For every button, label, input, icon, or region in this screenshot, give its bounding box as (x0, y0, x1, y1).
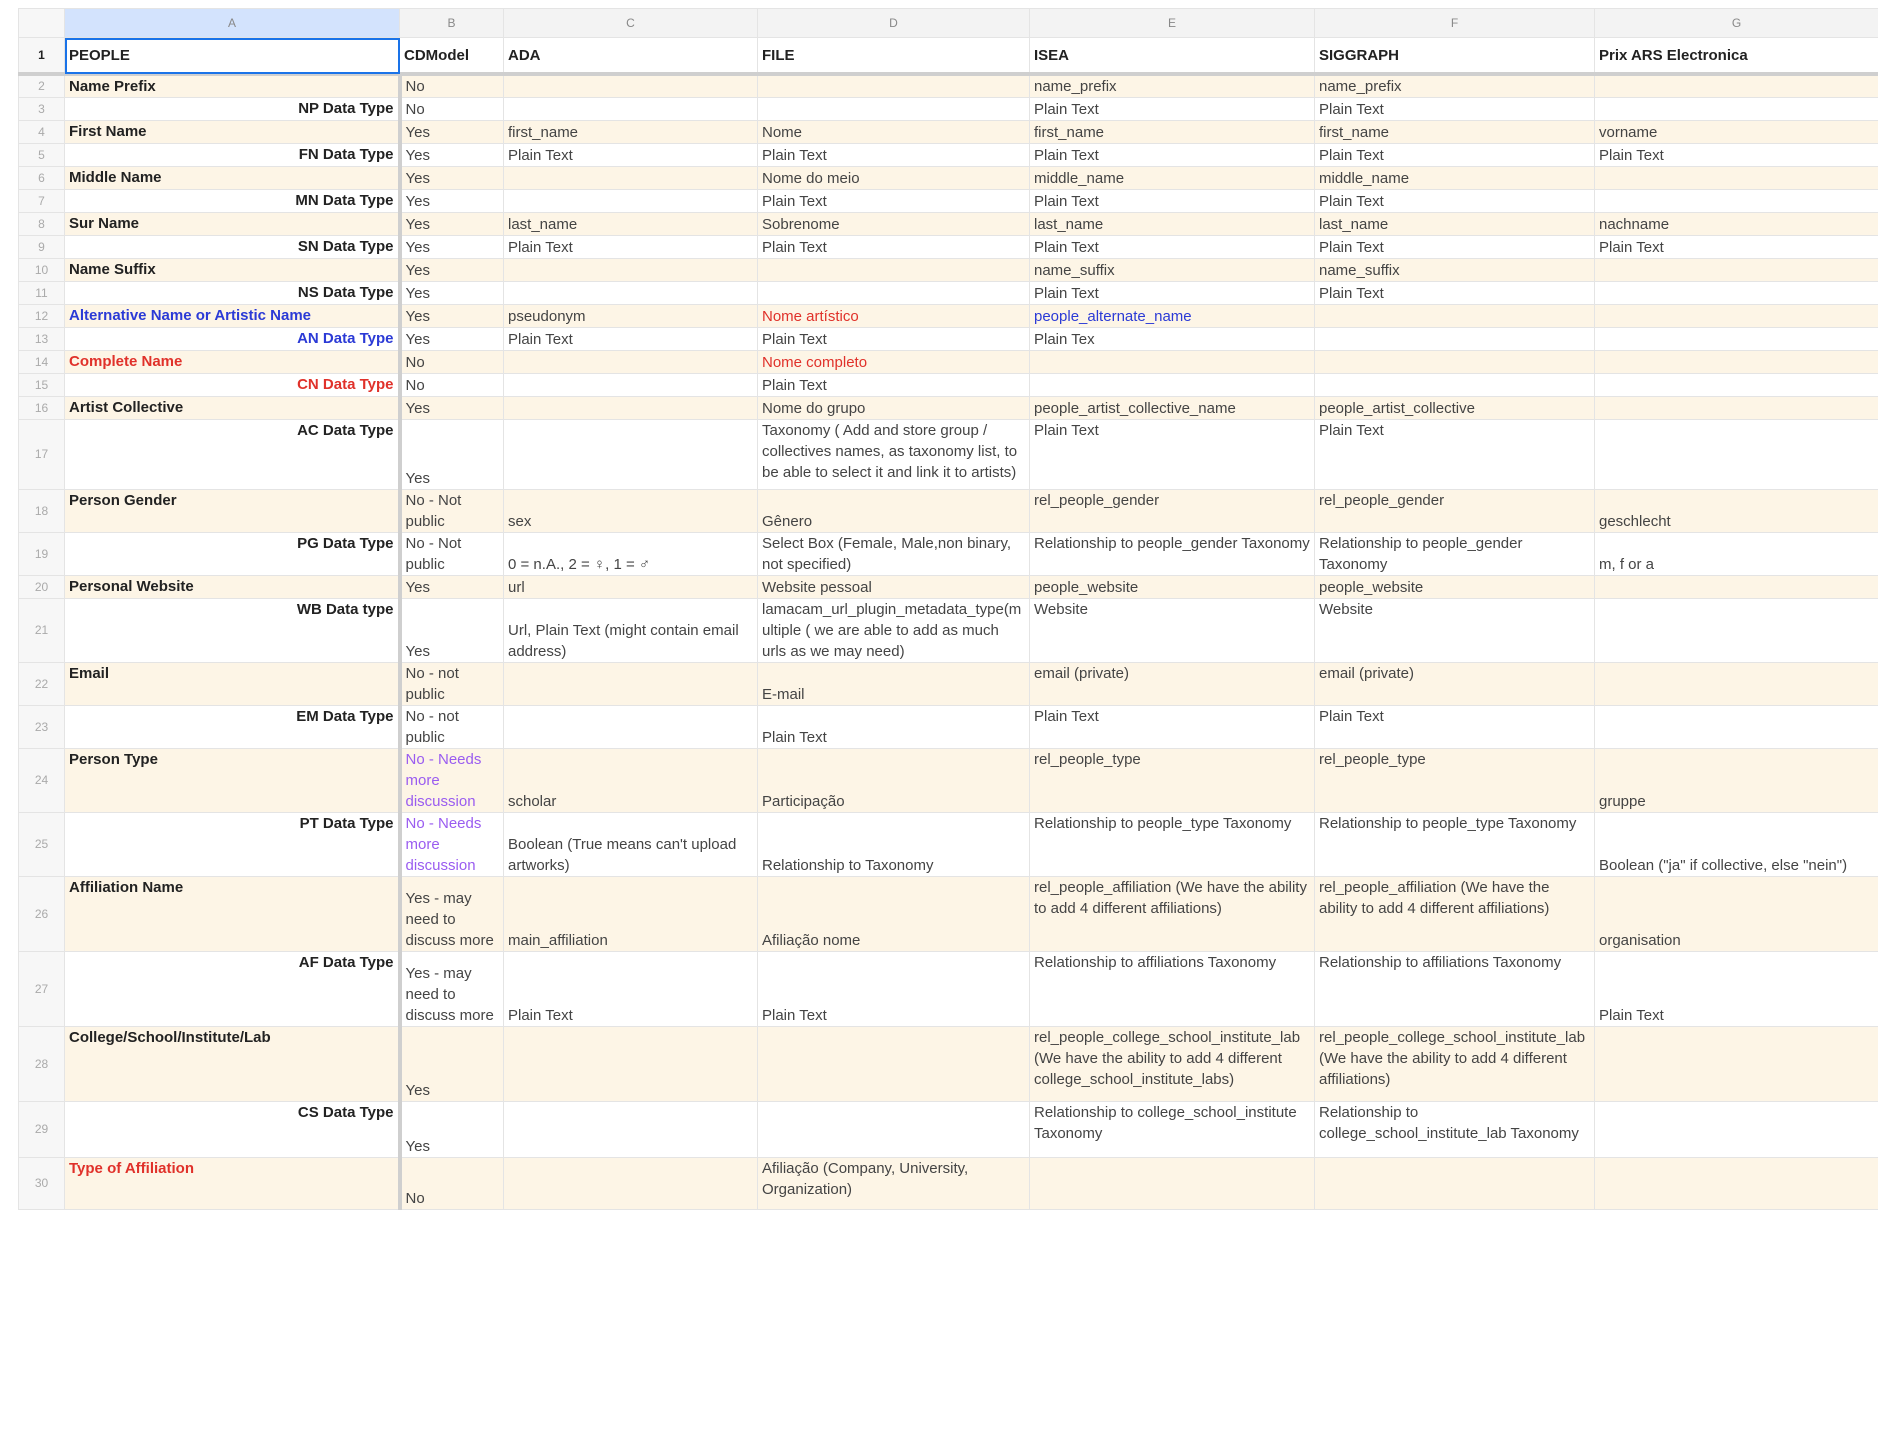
data-cell[interactable]: geschlecht (1595, 490, 1879, 533)
data-cell[interactable]: Plain Text (1030, 98, 1315, 121)
table-row (19, 374, 1879, 397)
data-cell[interactable]: Plain Text (1595, 236, 1879, 259)
data-cell[interactable]: nachname (1595, 213, 1879, 236)
table-row (19, 305, 1879, 328)
data-cell[interactable] (504, 167, 758, 190)
data-cell[interactable]: Plain Text (1315, 144, 1595, 167)
data-cell[interactable]: Boolean ("ja" if collective, else "nein") (1595, 813, 1879, 877)
row-number[interactable]: 24 (19, 749, 65, 813)
data-cell[interactable]: Participação (758, 749, 1030, 813)
field-label-cell[interactable]: CN Data Type (65, 374, 400, 397)
data-cell[interactable]: rel_people_college_school_institute_lab (We have the ability to add 4 different college_school_institute_labs) (1030, 1027, 1315, 1102)
table-row (19, 490, 1879, 533)
data-cell[interactable]: Yes (400, 144, 504, 167)
row-number[interactable]: 2 (19, 74, 65, 98)
data-cell[interactable]: Relationship to affiliations Taxonomy (1315, 952, 1595, 1027)
table-row (19, 328, 1879, 351)
data-cell[interactable]: people_website (1030, 576, 1315, 599)
data-cell[interactable]: pseudonym (504, 305, 758, 328)
data-cell[interactable]: Relationship to people_gender Taxonomy (1315, 533, 1595, 576)
data-cell[interactable] (758, 282, 1030, 305)
data-cell[interactable]: Plain Text (758, 374, 1030, 397)
spreadsheet-grid[interactable] (18, 8, 1878, 1408)
data-cell[interactable]: 0 = n.A., 2 = ♀, 1 = ♂ (504, 533, 758, 576)
row-number[interactable]: 21 (19, 599, 65, 663)
data-cell[interactable]: Plain Text (1030, 236, 1315, 259)
data-cell[interactable] (1595, 351, 1879, 374)
data-cell[interactable] (504, 1102, 758, 1158)
data-cell[interactable]: Select Box (Female, Male,non binary, not specified) (758, 533, 1030, 576)
data-cell[interactable]: middle_name (1030, 167, 1315, 190)
data-cell[interactable]: rel_people_type (1315, 749, 1595, 813)
data-cell[interactable]: Yes (400, 1102, 504, 1158)
data-cell[interactable]: Plain Text (1030, 144, 1315, 167)
data-cell[interactable] (1595, 74, 1879, 98)
data-cell[interactable]: first_name (1315, 121, 1595, 144)
table-row (19, 74, 1879, 98)
data-cell[interactable]: Plain Text (504, 236, 758, 259)
data-cell[interactable]: Yes (400, 420, 504, 490)
data-cell[interactable]: Plain Text (1030, 706, 1315, 749)
data-cell[interactable]: No - not public (400, 706, 504, 749)
table-row (19, 576, 1879, 599)
data-cell[interactable] (1595, 167, 1879, 190)
data-cell[interactable]: scholar (504, 749, 758, 813)
data-cell[interactable] (1595, 1102, 1879, 1158)
data-cell[interactable] (1595, 599, 1879, 663)
field-label-cell[interactable]: AF Data Type (65, 952, 400, 1027)
data-cell[interactable]: No - Not public (400, 533, 504, 576)
field-label-cell[interactable]: WB Data type (65, 599, 400, 663)
data-cell[interactable]: Plain Text (1030, 420, 1315, 490)
row-number[interactable]: 28 (19, 1027, 65, 1102)
table-row (19, 599, 1879, 663)
data-cell[interactable] (1595, 397, 1879, 420)
data-cell[interactable]: Website (1030, 599, 1315, 663)
table-row (19, 1102, 1879, 1158)
field-label-cell[interactable]: Sur Name (65, 213, 400, 236)
data-cell[interactable] (1030, 374, 1315, 397)
row-number[interactable]: 20 (19, 576, 65, 599)
field-label-cell[interactable]: Personal Website (65, 576, 400, 599)
data-cell[interactable]: Plain Text (1315, 706, 1595, 749)
data-cell[interactable] (504, 1158, 758, 1210)
data-cell[interactable]: rel_people_gender (1315, 490, 1595, 533)
column-letters-row (19, 9, 1879, 38)
data-cell[interactable]: name_suffix (1030, 259, 1315, 282)
data-cell[interactable]: Plain Text (1595, 952, 1879, 1027)
data-cell[interactable] (504, 397, 758, 420)
data-cell[interactable] (504, 706, 758, 749)
data-cell[interactable] (1315, 1158, 1595, 1210)
data-cell[interactable] (758, 1027, 1030, 1102)
field-label-cell[interactable]: Name Suffix (65, 259, 400, 282)
data-cell[interactable]: rel_people_affiliation (We have the ability to add 4 different affiliations) (1315, 877, 1595, 952)
data-cell[interactable]: Yes - may need to discuss more (400, 952, 504, 1027)
data-cell[interactable]: No (400, 374, 504, 397)
field-label-cell[interactable]: Affiliation Name (65, 877, 400, 952)
row-number[interactable]: 16 (19, 397, 65, 420)
data-cell[interactable] (1595, 663, 1879, 706)
row-number[interactable]: 22 (19, 663, 65, 706)
data-cell[interactable]: people_artist_collective_name (1030, 397, 1315, 420)
column-header-e[interactable]: E (1030, 9, 1315, 38)
header-row (19, 38, 1879, 75)
data-cell[interactable] (1595, 305, 1879, 328)
data-cell[interactable]: name_suffix (1315, 259, 1595, 282)
data-cell[interactable] (504, 351, 758, 374)
data-cell[interactable] (1595, 190, 1879, 213)
data-cell[interactable]: E-mail (758, 663, 1030, 706)
data-cell[interactable]: people_alternate_name (1030, 305, 1315, 328)
column-header-d[interactable]: D (758, 9, 1030, 38)
table-row (19, 749, 1879, 813)
data-cell[interactable]: m, f or a (1595, 533, 1879, 576)
row-number[interactable]: 6 (19, 167, 65, 190)
field-label-cell[interactable]: PT Data Type (65, 813, 400, 877)
header-cell-cdmodel[interactable]: CDModel (400, 38, 504, 75)
table-row (19, 167, 1879, 190)
data-cell[interactable]: No - Not public (400, 490, 504, 533)
data-cell[interactable] (758, 259, 1030, 282)
data-cell[interactable]: Relationship to college_school_institute Taxonomy (1030, 1102, 1315, 1158)
data-cell[interactable] (504, 663, 758, 706)
data-cell[interactable]: gruppe (1595, 749, 1879, 813)
data-cell[interactable]: Plain Text (504, 144, 758, 167)
data-cell[interactable]: Yes (400, 236, 504, 259)
data-cell[interactable]: No (400, 98, 504, 121)
data-table (18, 8, 1878, 1210)
data-cell[interactable]: Plain Text (1595, 144, 1879, 167)
field-label-cell[interactable]: NS Data Type (65, 282, 400, 305)
data-cell[interactable]: Nome artístico (758, 305, 1030, 328)
field-label-cell[interactable]: Person Type (65, 749, 400, 813)
data-cell[interactable] (1595, 1027, 1879, 1102)
table-row (19, 420, 1879, 490)
data-cell[interactable]: Yes (400, 1027, 504, 1102)
table-row (19, 397, 1879, 420)
data-cell[interactable]: Yes (400, 282, 504, 305)
row-number[interactable]: 19 (19, 533, 65, 576)
row-number[interactable]: 9 (19, 236, 65, 259)
data-cell[interactable] (504, 74, 758, 98)
field-label-cell[interactable]: EM Data Type (65, 706, 400, 749)
data-cell[interactable]: Website (1315, 599, 1595, 663)
field-label-cell[interactable]: Alternative Name or Artistic Name (65, 305, 400, 328)
data-cell[interactable] (504, 1027, 758, 1102)
data-cell[interactable] (504, 190, 758, 213)
data-cell[interactable]: Nome do meio (758, 167, 1030, 190)
field-label-cell[interactable]: Name Prefix (65, 74, 400, 98)
data-cell[interactable]: main_affiliation (504, 877, 758, 952)
data-cell[interactable]: vorname (1595, 121, 1879, 144)
data-cell[interactable]: organisation (1595, 877, 1879, 952)
data-cell[interactable] (1595, 576, 1879, 599)
table-row (19, 813, 1879, 877)
data-cell[interactable]: Yes (400, 328, 504, 351)
table-row (19, 98, 1879, 121)
data-cell[interactable]: Yes (400, 397, 504, 420)
table-row (19, 533, 1879, 576)
row-number[interactable]: 3 (19, 98, 65, 121)
field-label-cell[interactable]: College/School/Institute/Lab (65, 1027, 400, 1102)
data-cell[interactable]: Boolean (True means can't upload artworks) (504, 813, 758, 877)
data-cell[interactable]: name_prefix (1315, 74, 1595, 98)
data-cell[interactable]: Plain Text (758, 706, 1030, 749)
row-number[interactable]: 12 (19, 305, 65, 328)
table-row (19, 259, 1879, 282)
table-row (19, 190, 1879, 213)
table-row (19, 282, 1879, 305)
row-number[interactable]: 8 (19, 213, 65, 236)
cell-a1-people[interactable]: PEOPLE (65, 38, 400, 75)
data-cell[interactable]: lamacam_url_plugin_metadata_type(multiple ( we are able to add as much urls as we may need) (758, 599, 1030, 663)
field-label-cell[interactable]: Type of Affiliation (65, 1158, 400, 1210)
field-label-cell[interactable]: MN Data Type (65, 190, 400, 213)
data-cell[interactable]: Yes (400, 213, 504, 236)
row-number[interactable]: 17 (19, 420, 65, 490)
data-cell[interactable] (504, 98, 758, 121)
data-cell[interactable]: Plain Text (504, 952, 758, 1027)
data-cell[interactable] (504, 420, 758, 490)
row-number[interactable]: 26 (19, 877, 65, 952)
field-label-cell[interactable]: Person Gender (65, 490, 400, 533)
data-cell[interactable] (1595, 98, 1879, 121)
data-cell[interactable]: name_prefix (1030, 74, 1315, 98)
data-cell[interactable] (1595, 420, 1879, 490)
field-label-cell[interactable]: Complete Name (65, 351, 400, 374)
data-cell[interactable]: first_name (1030, 121, 1315, 144)
data-cell[interactable]: Plain Text (1315, 420, 1595, 490)
data-cell[interactable]: email (private) (1030, 663, 1315, 706)
data-cell[interactable]: Yes (400, 259, 504, 282)
header-cell-siggraph[interactable]: SIGGRAPH (1315, 38, 1595, 75)
data-cell[interactable] (1595, 328, 1879, 351)
table-row (19, 952, 1879, 1027)
data-cell[interactable]: Plain Text (1315, 190, 1595, 213)
data-cell[interactable]: rel_people_type (1030, 749, 1315, 813)
table-row (19, 121, 1879, 144)
data-cell[interactable] (504, 259, 758, 282)
data-cell[interactable]: Plain Text (504, 328, 758, 351)
data-cell[interactable]: Nome (758, 121, 1030, 144)
field-label-cell[interactable]: Artist Collective (65, 397, 400, 420)
data-cell[interactable]: Gênero (758, 490, 1030, 533)
data-cell[interactable] (1595, 282, 1879, 305)
data-cell[interactable]: Plain Text (758, 328, 1030, 351)
data-cell[interactable]: Nome do grupo (758, 397, 1030, 420)
data-cell[interactable]: Afiliação (Company, University, Organization) (758, 1158, 1030, 1210)
data-cell[interactable]: rel_people_college_school_institute_lab (We have the ability to add 4 different affiliations) (1315, 1027, 1595, 1102)
row-number[interactable]: 23 (19, 706, 65, 749)
data-cell[interactable] (1595, 259, 1879, 282)
data-cell[interactable]: No (400, 1158, 504, 1210)
column-header-a[interactable]: A (65, 9, 400, 38)
data-cell[interactable] (1595, 1158, 1879, 1210)
table-row (19, 144, 1879, 167)
data-cell[interactable] (1595, 706, 1879, 749)
data-cell[interactable]: No - Needs more discussion (400, 813, 504, 877)
data-cell[interactable]: Relationship to people_gender Taxonomy (1030, 533, 1315, 576)
data-cell[interactable]: Yes (400, 576, 504, 599)
data-cell[interactable]: Plain Text (758, 190, 1030, 213)
data-cell[interactable]: middle_name (1315, 167, 1595, 190)
data-cell[interactable]: people_artist_collective (1315, 397, 1595, 420)
table-row (19, 706, 1879, 749)
data-cell[interactable]: Sobrenome (758, 213, 1030, 236)
field-label-cell[interactable]: FN Data Type (65, 144, 400, 167)
data-cell[interactable] (1315, 305, 1595, 328)
data-cell[interactable]: Url, Plain Text (might contain email address) (504, 599, 758, 663)
row-number[interactable]: 25 (19, 813, 65, 877)
header-cell-ada[interactable]: ADA (504, 38, 758, 75)
row-number[interactable]: 18 (19, 490, 65, 533)
field-label-cell[interactable]: Middle Name (65, 167, 400, 190)
data-cell[interactable]: No - Needs more discussion (400, 749, 504, 813)
data-cell[interactable]: No (400, 74, 504, 98)
table-row (19, 1158, 1879, 1210)
data-cell[interactable]: Plain Text (1315, 236, 1595, 259)
field-label-cell[interactable]: SN Data Type (65, 236, 400, 259)
table-row (19, 1027, 1879, 1102)
data-cell[interactable]: Plain Text (758, 236, 1030, 259)
table-row (19, 877, 1879, 952)
field-label-cell[interactable]: CS Data Type (65, 1102, 400, 1158)
data-cell[interactable]: Plain Tex (1030, 328, 1315, 351)
data-cell[interactable]: Plain Text (1315, 98, 1595, 121)
data-cell[interactable]: Afiliação nome (758, 877, 1030, 952)
data-cell[interactable]: No (400, 351, 504, 374)
table-row (19, 236, 1879, 259)
field-label-cell[interactable]: Email (65, 663, 400, 706)
data-cell[interactable] (504, 282, 758, 305)
data-cell[interactable]: rel_people_affiliation (We have the ability to add 4 different affiliations) (1030, 877, 1315, 952)
row-number[interactable]: 11 (19, 282, 65, 305)
data-cell[interactable] (1030, 1158, 1315, 1210)
field-label-cell[interactable]: AC Data Type (65, 420, 400, 490)
select-all-corner[interactable] (19, 9, 65, 38)
row-number[interactable]: 14 (19, 351, 65, 374)
column-header-g[interactable]: G (1595, 9, 1879, 38)
data-cell[interactable] (1315, 374, 1595, 397)
column-header-f[interactable]: F (1315, 9, 1595, 38)
field-label-cell[interactable]: NP Data Type (65, 98, 400, 121)
column-header-b[interactable]: B (400, 9, 504, 38)
data-cell[interactable]: url (504, 576, 758, 599)
row-number[interactable]: 30 (19, 1158, 65, 1210)
data-cell[interactable] (1595, 374, 1879, 397)
data-cell[interactable]: last_name (504, 213, 758, 236)
data-cell[interactable]: Taxonomy ( Add and store group / collectives names, as taxonomy list, to be able to select it and link it to artists) (758, 420, 1030, 490)
data-cell[interactable]: Website pessoal (758, 576, 1030, 599)
data-cell[interactable]: rel_people_gender (1030, 490, 1315, 533)
data-cell[interactable]: Yes (400, 599, 504, 663)
data-cell[interactable]: people_website (1315, 576, 1595, 599)
data-cell[interactable] (758, 98, 1030, 121)
data-cell[interactable]: Relationship to college_school_institute_lab Taxonomy (1315, 1102, 1595, 1158)
row-number[interactable]: 7 (19, 190, 65, 213)
data-cell[interactable]: Plain Text (1030, 190, 1315, 213)
data-cell[interactable]: No - not public (400, 663, 504, 706)
data-cell[interactable]: Relationship to affiliations Taxonomy (1030, 952, 1315, 1027)
data-cell[interactable] (758, 1102, 1030, 1158)
data-cell[interactable]: first_name (504, 121, 758, 144)
row-number[interactable]: 1 (19, 38, 65, 75)
data-cell[interactable]: Relationship to people_type Taxonomy (1315, 813, 1595, 877)
data-cell[interactable]: Yes - may need to discuss more (400, 877, 504, 952)
row-number[interactable]: 15 (19, 374, 65, 397)
row-number[interactable]: 10 (19, 259, 65, 282)
data-cell[interactable]: Plain Text (1030, 282, 1315, 305)
data-cell[interactable]: sex (504, 490, 758, 533)
data-cell[interactable]: Relationship to people_type Taxonomy (1030, 813, 1315, 877)
column-header-c[interactable]: C (504, 9, 758, 38)
data-cell[interactable] (504, 374, 758, 397)
row-number[interactable]: 4 (19, 121, 65, 144)
header-cell-isea[interactable]: ISEA (1030, 38, 1315, 75)
header-cell-prix-ars[interactable]: Prix ARS Electronica (1595, 38, 1879, 75)
data-cell[interactable]: Nome completo (758, 351, 1030, 374)
data-cell[interactable] (1030, 351, 1315, 374)
data-cell[interactable]: Plain Text (758, 144, 1030, 167)
row-number[interactable]: 27 (19, 952, 65, 1027)
data-cell[interactable]: email (private) (1315, 663, 1595, 706)
row-number[interactable]: 29 (19, 1102, 65, 1158)
data-cell[interactable]: Yes (400, 167, 504, 190)
field-label-cell[interactable]: PG Data Type (65, 533, 400, 576)
data-cell[interactable] (1315, 351, 1595, 374)
table-row (19, 663, 1879, 706)
field-label-cell[interactable]: First Name (65, 121, 400, 144)
data-cell[interactable]: Yes (400, 190, 504, 213)
data-cell[interactable]: last_name (1315, 213, 1595, 236)
data-cell[interactable]: Yes (400, 305, 504, 328)
data-cell[interactable] (1315, 328, 1595, 351)
data-cell[interactable]: Plain Text (1315, 282, 1595, 305)
field-label-cell[interactable]: AN Data Type (65, 328, 400, 351)
data-cell[interactable]: Plain Text (758, 952, 1030, 1027)
table-row (19, 213, 1879, 236)
header-cell-file[interactable]: FILE (758, 38, 1030, 75)
data-cell[interactable]: Yes (400, 121, 504, 144)
data-cell[interactable] (758, 74, 1030, 98)
row-number[interactable]: 5 (19, 144, 65, 167)
table-row (19, 351, 1879, 374)
data-cell[interactable]: Relationship to Taxonomy (758, 813, 1030, 877)
row-number[interactable]: 13 (19, 328, 65, 351)
data-cell[interactable]: last_name (1030, 213, 1315, 236)
